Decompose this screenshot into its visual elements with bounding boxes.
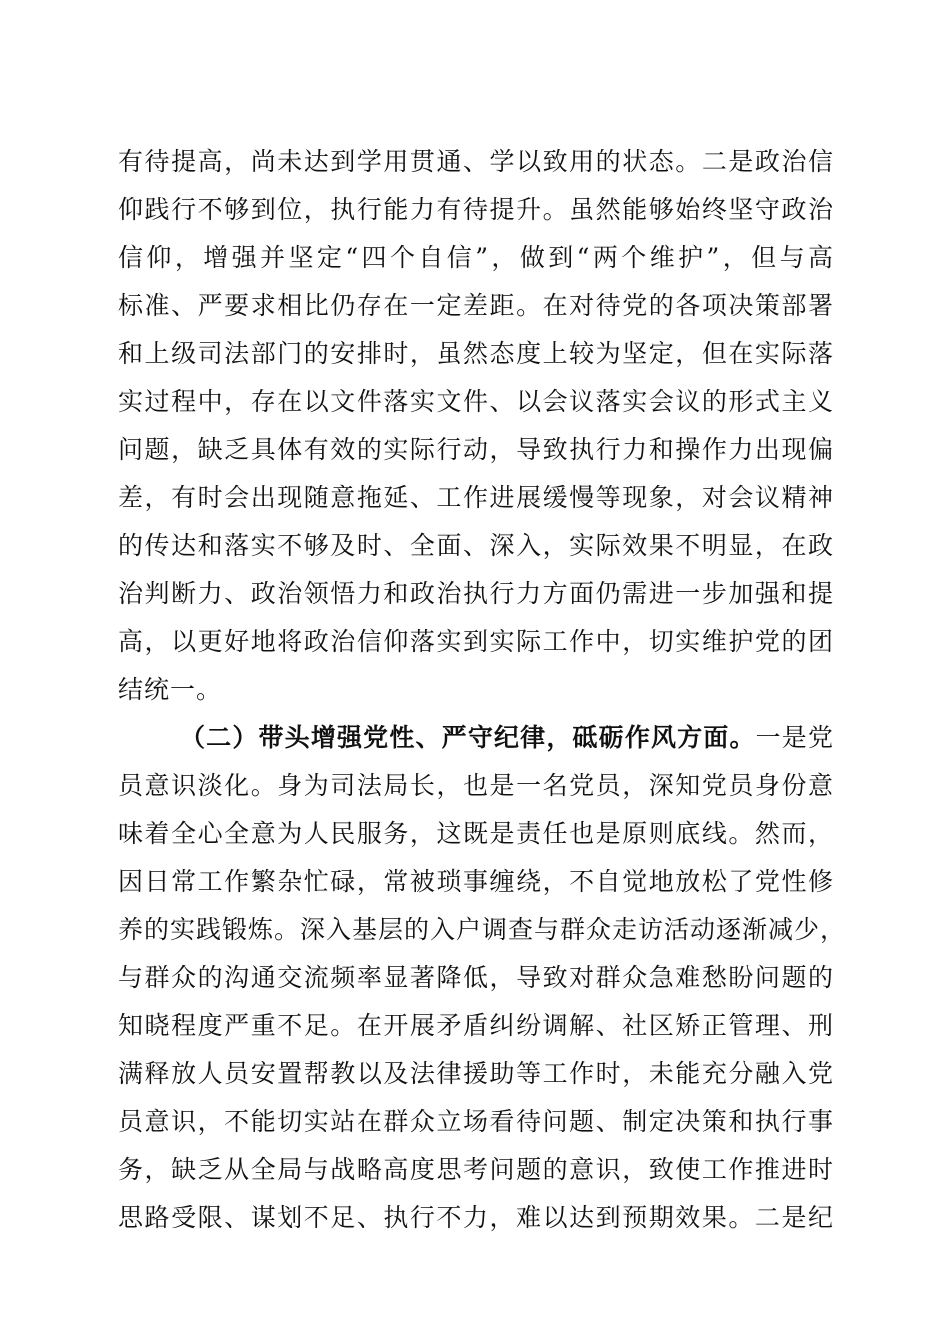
section-heading-rest: 一是党 [755,723,834,752]
paragraph-line: 务，缺乏从全局与战略高度思考问题的意识，致使工作推进时 [118,1155,834,1184]
paragraph-line: 因日常工作繁杂忙碌，常被琐事缠绕，不自觉地放松了党性修 [118,867,834,896]
paragraph-line: 问题，缺乏具体有效的实际行动，导致执行力和操作力出现偏 [118,435,834,464]
paragraph-line: 知晓程度严重不足。在开展矛盾纠纷调解、社区矫正管理、刑 [118,1011,834,1040]
section-heading-line [180,716,834,760]
paragraph-line: 味着全心全意为人民服务，这既是责任也是原则底线。然而， [118,819,834,848]
paragraph-line: 的传达和落实不够及时、全面、深入，实际效果不明显，在政 [118,531,834,560]
section-heading: （二）带头增强党性、严守纪律，砥砺作风方面。 [180,723,756,752]
paragraph-line: 养的实践锻炼。深入基层的入户调查与群众走访活动逐渐减少， [118,915,847,944]
paragraph-line: 员意识淡化。身为司法局长，也是一名党员，深知党员身份意 [118,771,834,800]
paragraph-line: 思路受限、谋划不足、执行不力，难以达到预期效果。二是纪 [118,1203,834,1232]
paragraph-line: 有待提高，尚未达到学用贯通、学以致用的状态。二是政治信 [118,147,834,176]
paragraph-line: 标准、严要求相比仍存在一定差距。在对待党的各项决策部署 [118,291,834,320]
paragraph-line: 实过程中，存在以文件落实文件、以会议落实会议的形式主义 [118,387,834,416]
paragraph-line: 信仰，增强并坚定“四个自信”，做到“两个维护”，但与高 [118,243,834,272]
paragraph-line: 员意识，不能切实站在群众立场看待问题、制定决策和执行事 [118,1107,834,1136]
paragraph-line: 与群众的沟通交流频率显著降低，导致对群众急难愁盼问题的 [118,963,834,992]
paragraph-line: 治判断力、政治领悟力和政治执行力方面仍需进一步加强和提 [118,579,834,608]
paragraph-line: 高，以更好地将政治信仰落实到实际工作中，切实维护党的团 [118,627,834,656]
paragraph-line: 仰践行不够到位，执行能力有待提升。虽然能够始终坚守政治 [118,195,834,224]
paragraph-line: 差，有时会出现随意拖延、工作进展缓慢等现象，对会议精神 [118,483,834,512]
paragraph-line: 结统一。 [118,675,223,704]
paragraph-line: 满释放人员安置帮教以及法律援助等工作时，未能充分融入党 [118,1059,834,1088]
paragraph-line: 和上级司法部门的安排时，虽然态度上较为坚定，但在实际落 [118,339,834,368]
